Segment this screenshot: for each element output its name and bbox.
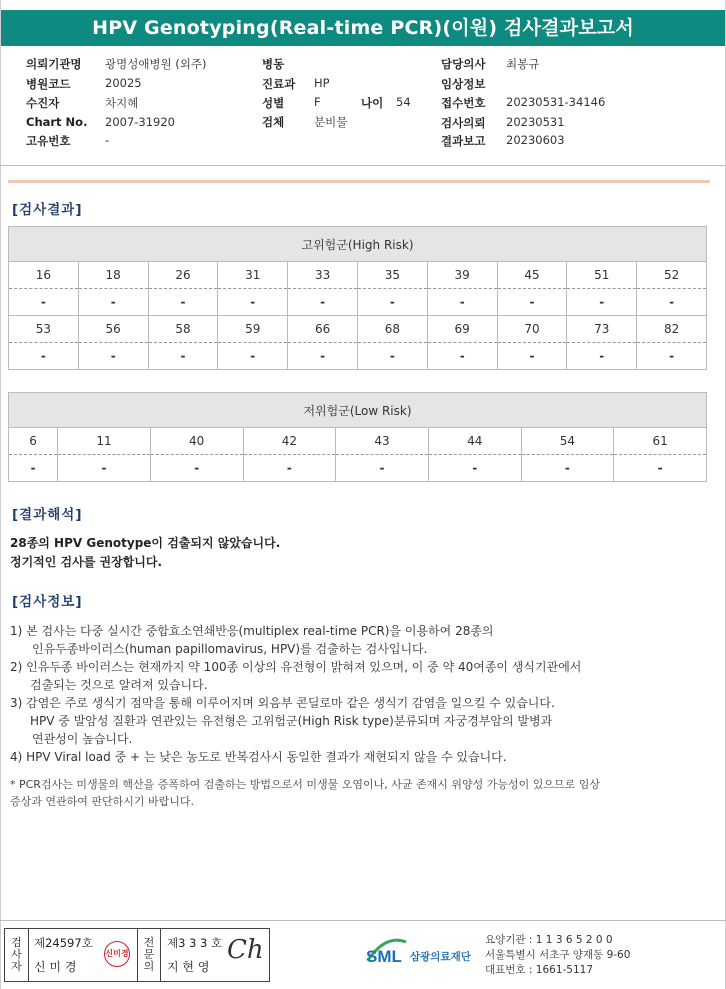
genotype-cell: - [428, 455, 521, 482]
genotype-cell: 16 [9, 262, 79, 289]
genotype-cell: 35 [357, 262, 427, 289]
specimen-value: 분비물 [314, 115, 348, 129]
low-risk-table [8, 392, 707, 482]
note-line: 4) HPV Viral load 중 + 는 낮은 농도로 반복검사시 동일한 결과가 재현되지 않을 수 있습니다. [10, 750, 507, 764]
age-value: 54 [396, 95, 411, 109]
high-risk-table [8, 226, 707, 370]
genotype-cell: - [521, 455, 614, 482]
sml-logo [366, 932, 478, 976]
org-contact [485, 933, 630, 978]
genotype-cell: - [637, 343, 707, 370]
name-label: 수진자 [26, 96, 60, 110]
genotype-cell: - [58, 455, 151, 482]
age-label: 나이 [361, 96, 384, 110]
genotype-cell: 70 [497, 316, 567, 343]
note-line: 인유두종바이러스(human papillomavirus, HPV)를 검출하는 검사입니다. [32, 642, 428, 656]
clinical-label: 임상정보 [441, 77, 486, 91]
genotype-cell: - [218, 289, 288, 316]
signature-box [4, 928, 270, 982]
genotype-cell: 33 [288, 262, 358, 289]
code-label: 병원코드 [26, 77, 71, 91]
tester-license: 제24597호 [34, 936, 93, 950]
specialist-name: 지 현 영 [167, 960, 210, 974]
genotype-cell: - [614, 455, 707, 482]
genotype-cell: - [148, 289, 218, 316]
genotype-cell: 53 [9, 316, 79, 343]
footnote-line: 증상과 연관하여 판단하시기 바랍니다. [10, 795, 195, 808]
genotype-cell: - [637, 289, 707, 316]
genotype-cell: 40 [150, 428, 243, 455]
genotype-cell: - [78, 289, 148, 316]
label-char: 전 [143, 936, 155, 949]
genotype-cell: 6 [9, 428, 58, 455]
genotype-cell: - [78, 343, 148, 370]
genotype-cell: - [218, 343, 288, 370]
receipt-label: 접수번호 [441, 96, 486, 110]
doctor-label: 담당의사 [441, 57, 486, 71]
genotype-cell: 59 [218, 316, 288, 343]
high-risk-types-row [9, 316, 707, 343]
note-line: 1) 본 검사는 다중 실시간 중합효소연쇄반응(multiplex real-time PCR)을 이용하여 28종의 [10, 624, 494, 638]
genotype-cell: - [567, 343, 637, 370]
receipt-value: 20230531-34146 [506, 95, 606, 109]
footnote-line: * PCR검사는 미생물의 핵산을 증폭하여 검출하는 방법으로서 미생물 오염이나, 사균 존재시 위양성 가능성이 있으므로 임상 [10, 778, 600, 791]
sex-label: 성별 [262, 96, 285, 110]
patient-info [0, 52, 726, 160]
tester-seal: 신미경 [104, 941, 130, 967]
high-risk-label: 고위험군(High Risk) [9, 227, 707, 262]
genotype-cell: - [288, 289, 358, 316]
interpretation-text [10, 534, 280, 572]
care-number: 요양기관 : 1 1 3 6 5 2 0 0 [485, 934, 613, 946]
chart-value: 2007-31920 [105, 115, 175, 129]
label-char: 의 [143, 960, 155, 973]
note-line: 연관성이 높습니다. [32, 732, 133, 746]
genotype-cell: 44 [428, 428, 521, 455]
genotype-cell: 26 [148, 262, 218, 289]
address: 서울특별시 서초구 양재동 9-60 [485, 949, 631, 961]
phone: 대표번호 : 1661-5117 [485, 964, 594, 976]
genotype-cell: - [288, 343, 358, 370]
request-label: 검사의뢰 [441, 116, 486, 130]
label-char: 문 [143, 948, 155, 961]
hospital-value: 광명성애병원 (외주) [105, 57, 207, 71]
genotype-cell: - [243, 455, 336, 482]
note-line: 2) 인유두종 바이러스는 현재까지 약 100종 이상의 유전형이 밝혀져 있으며, 이 중 약 40여종이 생식기관에서 [10, 660, 582, 674]
genotype-cell: - [497, 289, 567, 316]
genotype-cell: - [150, 455, 243, 482]
uid-value: - [105, 133, 110, 147]
sml-logo-mark [366, 932, 478, 976]
note-line: 검출되는 것으로 알려져 있습니다. [30, 678, 208, 692]
note-line: 3) 감염은 주로 생식기 점막을 통해 이루어지며 외음부 콘딜로마 같은 생식기 감염을 일으킬 수 있습니다. [10, 696, 555, 710]
genotype-cell: 56 [78, 316, 148, 343]
genotype-cell: - [148, 343, 218, 370]
genotype-cell: 73 [567, 316, 637, 343]
high-risk-types-row [9, 262, 707, 289]
label-char: 사 [11, 948, 22, 961]
code-value: 20025 [105, 76, 142, 90]
genotype-cell: 68 [357, 316, 427, 343]
section-info-title: [검사정보] [12, 594, 83, 610]
interpretation-line: 28종의 HPV Genotype이 검출되지 않았습니다. [10, 536, 281, 550]
genotype-cell: 82 [637, 316, 707, 343]
genotype-cell: - [357, 289, 427, 316]
genotype-cell: - [567, 289, 637, 316]
genotype-cell: 66 [288, 316, 358, 343]
divider-accent [8, 180, 710, 183]
genotype-cell: - [9, 343, 79, 370]
chart-label: Chart No. [26, 115, 88, 129]
report-label: 결과보고 [441, 134, 486, 148]
logo-letters: SML [366, 947, 402, 966]
genotype-cell: 45 [497, 262, 567, 289]
genotype-cell: 52 [637, 262, 707, 289]
genotype-cell: - [336, 455, 429, 482]
genotype-cell: 11 [58, 428, 151, 455]
genotype-cell: 42 [243, 428, 336, 455]
dept-label: 진료과 [262, 77, 296, 91]
note-line: HPV 중 발암성 질환과 연관있는 유전형은 고위험군(High Risk type)분류되며 자궁경부암의 발병과 [30, 714, 553, 728]
hospital-label: 의뢰기관명 [26, 57, 82, 71]
ward-label: 병동 [262, 57, 285, 71]
footer-divider [0, 920, 726, 921]
genotype-cell: - [357, 343, 427, 370]
genotype-cell: - [9, 455, 58, 482]
specialist-signature: Ch [227, 935, 264, 965]
divider [0, 165, 726, 166]
genotype-cell: - [427, 289, 497, 316]
uid-label: 고유번호 [26, 134, 71, 148]
high-risk-results-row [9, 343, 707, 370]
doctor-value: 최봉규 [506, 57, 540, 71]
genotype-cell: 58 [148, 316, 218, 343]
interpretation-line: 정기적인 검사를 권장합니다. [10, 555, 163, 569]
sex-value: F [314, 95, 321, 109]
genotype-cell: - [9, 289, 79, 316]
report-title: HPV Genotyping(Real-time PCR)(이원) 검사결과보고서 [1, 10, 725, 46]
genotype-cell: 31 [218, 262, 288, 289]
genotype-cell: 69 [427, 316, 497, 343]
low-risk-results-row [9, 455, 707, 482]
section-result-title: [검사결과] [12, 202, 83, 218]
genotype-cell: 39 [427, 262, 497, 289]
tester-label [5, 929, 29, 981]
low-risk-types-row [9, 428, 707, 455]
dept-value: HP [314, 76, 330, 90]
specialist-license: 제3 3 3 호 [167, 936, 223, 950]
genotype-cell: 18 [78, 262, 148, 289]
genotype-cell: - [427, 343, 497, 370]
genotype-cell: - [497, 343, 567, 370]
label-char: 자 [11, 960, 22, 973]
report-value: 20230603 [506, 133, 565, 147]
footnote [10, 776, 710, 810]
genotype-cell: 51 [567, 262, 637, 289]
test-info-notes [10, 622, 710, 766]
name-value: 차지혜 [105, 96, 139, 110]
specimen-label: 검체 [262, 115, 285, 129]
label-char: 검 [11, 936, 22, 949]
org-name: 삼광의료재단 [410, 951, 471, 963]
high-risk-results-row [9, 289, 707, 316]
genotype-cell: 43 [336, 428, 429, 455]
genotype-cell: 61 [614, 428, 707, 455]
tester-name: 신 미 경 [34, 960, 77, 974]
specialist-label [137, 929, 161, 981]
low-risk-label: 저위험군(Low Risk) [9, 393, 707, 428]
genotype-cell: 54 [521, 428, 614, 455]
request-value: 20230531 [506, 115, 565, 129]
section-interpretation-title: [결과해석] [12, 507, 83, 523]
